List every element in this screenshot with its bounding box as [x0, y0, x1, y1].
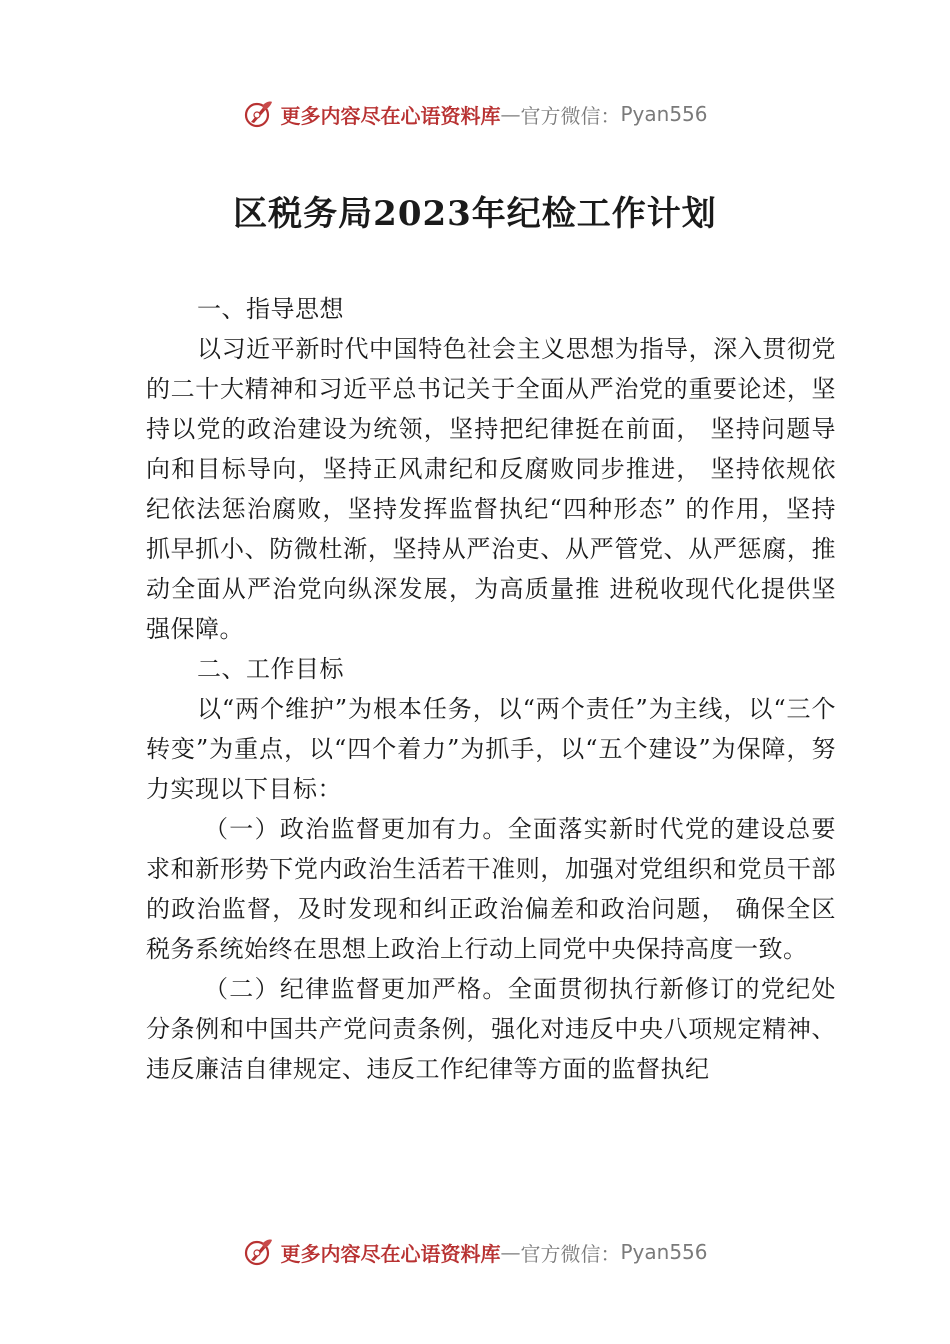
quill-circle-logo-icon [242, 98, 274, 130]
document-title: 区税务局2023年纪检工作计划 [233, 194, 717, 234]
banner-separator: — [500, 1240, 521, 1264]
header-banner [0, 94, 950, 134]
wechat-id: Pyan556 [620, 102, 708, 126]
paragraph-work-goals: 以“两个维护”为根本任务，以“两个责任”为主线，以“三个转变”为重点，以“四个着力”为抓手，以“五个建设”为保障，努力实现以下目标： [146, 695, 836, 803]
brand-name: 更多内容尽在心语资料库 [280, 1241, 501, 1266]
contact-label: 官方微信： [520, 103, 621, 128]
paragraph-political-supervision: （一）政治监督更加有力。全面落实新时代党的建设总要求和新形势下党内政治生活若干准则，加强对党组织和党员干部的政治监督，及时发现和纠正政治偏差和政治问题， 确保全区税务系统始终在思想上政治上行动上同党中央保持高度一致。 [146, 815, 836, 963]
section-heading-guiding-ideology: 一、指导思想 [197, 295, 344, 323]
quill-circle-logo-icon [242, 1236, 274, 1268]
brand-name: 更多内容尽在心语资料库 [280, 103, 501, 128]
footer-banner [0, 1232, 950, 1272]
paragraph-guiding-ideology: 以习近平新时代中国特色社会主义思想为指导，深入贯彻党的二十大精神和习近平总书记关于全面从严治党的重要论述，坚持以党的政治建设为统领，坚持把纪律挺在前面， 坚持问题导向和目标导向，坚持正风肃纪和反腐败同步推进， 坚持依规依纪依法惩治腐败，坚持发挥监督执纪“四种形态” 的作用，坚持抓早抓小、防微杜渐，坚持从严治吏、从严管党、从严惩腐，推动全面从严治党向纵深发展，为高质量推 进税收现代化提供坚强保障。 [146, 335, 836, 643]
contact-label: 官方微信： [520, 1241, 621, 1266]
section-heading-work-goals: 二、工作目标 [197, 655, 344, 683]
document-body [146, 289, 836, 1089]
wechat-id: Pyan556 [620, 1240, 708, 1264]
banner-separator: — [500, 102, 521, 126]
paragraph-discipline-supervision: （二）纪律监督更加严格。全面贯彻执行新修订的党纪处分条例和中国共产党问责条例，强化对违反中央八项规定精神、违反廉洁自律规定、违反工作纪律等方面的监督执纪 [146, 975, 836, 1083]
